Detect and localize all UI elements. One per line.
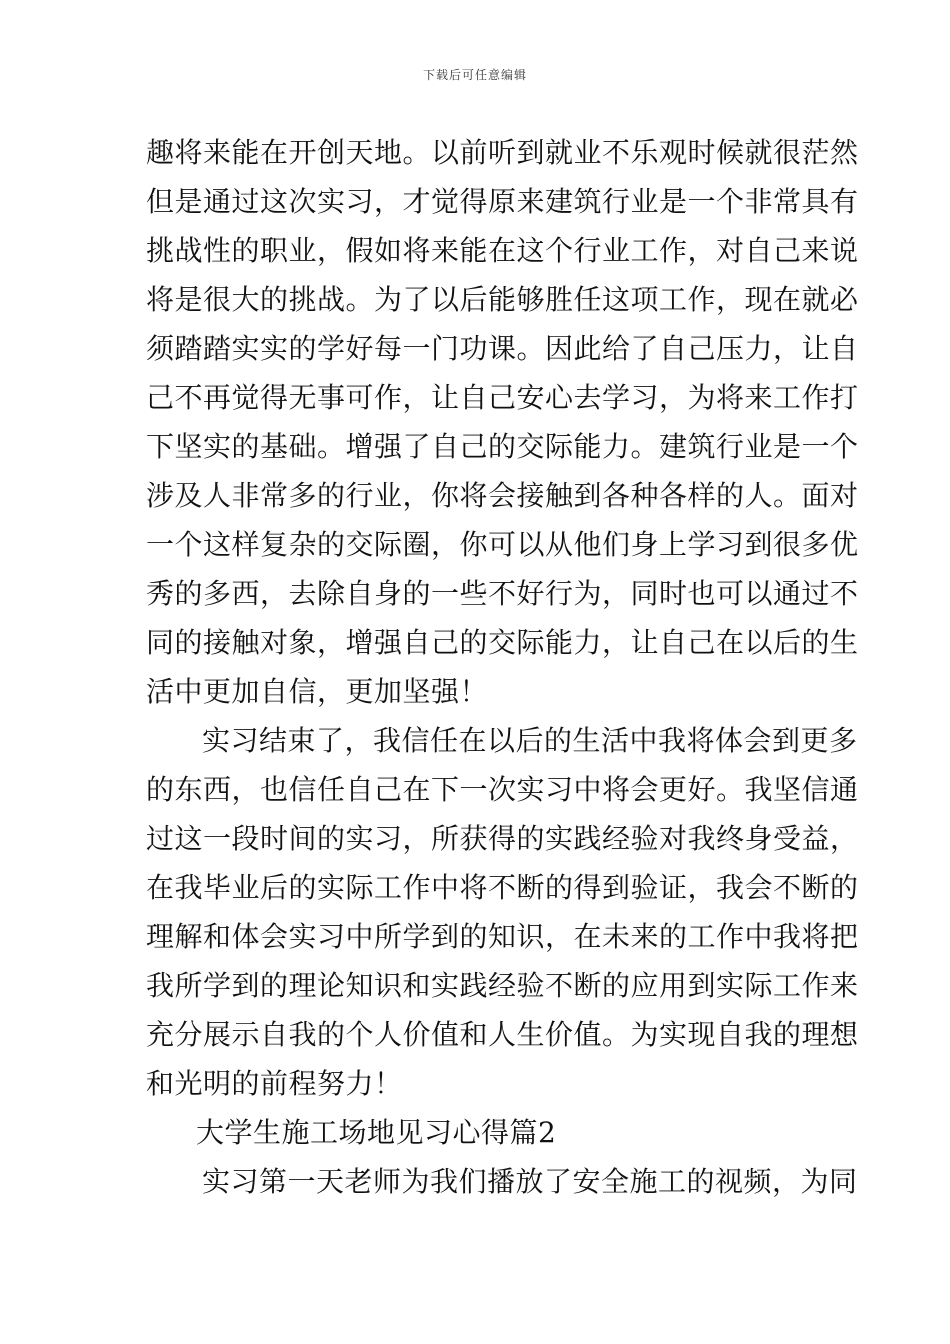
header-note: 下载后可任意编辑 bbox=[422, 68, 527, 82]
text-line: 涉及人非常多的行业，你将会接触到各种各样的人。面对 bbox=[146, 479, 859, 512]
paragraph bbox=[146, 716, 859, 1108]
text-line: 实习第一天老师为我们播放了安全施工的视频，为同 bbox=[202, 1165, 858, 1198]
text-line: 充分展示自我的个人价值和人生价值。为实现自我的理想 bbox=[146, 1018, 859, 1051]
text-line: 趣将来能在开创天地。以前听到就业不乐观时候就很茫然 bbox=[146, 136, 859, 169]
text-line: 同的接触对象，增强自己的交际能力，让自己在以后的生 bbox=[146, 626, 859, 659]
document-body bbox=[146, 128, 859, 1206]
text-line: 但是通过这次实习，才觉得原来建筑行业是一个非常具有 bbox=[146, 185, 859, 218]
text-line: 理解和体会实习中所学到的知识，在未来的工作中我将把 bbox=[146, 920, 859, 953]
text-line: 己不再觉得无事可作，让自己安心去学习，为将来工作打 bbox=[146, 381, 859, 414]
text-line: 秀的多西，去除自身的一些不好行为，同时也可以通过不 bbox=[146, 577, 859, 610]
text-line: 实习结束了，我信任在以后的生活中我将体会到更多 bbox=[202, 724, 858, 757]
text-line: 一个这样复杂的交际圈，你可以从他们身上学习到很多优 bbox=[146, 528, 859, 561]
text-line: 下坚实的基础。增强了自己的交际能力。建筑行业是一个 bbox=[146, 430, 859, 463]
section-title: 大学生施工场地见习心得篇2 bbox=[196, 1116, 557, 1149]
text-line: 我所学到的理论知识和实践经验不断的应用到实际工作来 bbox=[146, 969, 859, 1002]
paragraph bbox=[146, 128, 859, 716]
text-line: 和光明的前程努力！ bbox=[146, 1067, 403, 1100]
text-line: 将是很大的挑战。为了以后能够胜任这项工作，现在就必 bbox=[146, 283, 859, 316]
text-line: 活中更加自信，更加坚强！ bbox=[146, 675, 489, 708]
text-line: 须踏踏实实的学好每一门功课。因此给了自己压力，让自 bbox=[146, 332, 859, 365]
text-line: 的东西，也信任自己在下一次实习中将会更好。我坚信通 bbox=[146, 773, 859, 806]
text-line: 在我毕业后的实际工作中将不断的得到验证，我会不断的 bbox=[146, 871, 859, 904]
text-line: 过这一段时间的实习，所获得的实践经验对我终身受益， bbox=[146, 822, 859, 855]
text-line: 挑战性的职业，假如将来能在这个行业工作，对自己来说 bbox=[146, 234, 859, 267]
